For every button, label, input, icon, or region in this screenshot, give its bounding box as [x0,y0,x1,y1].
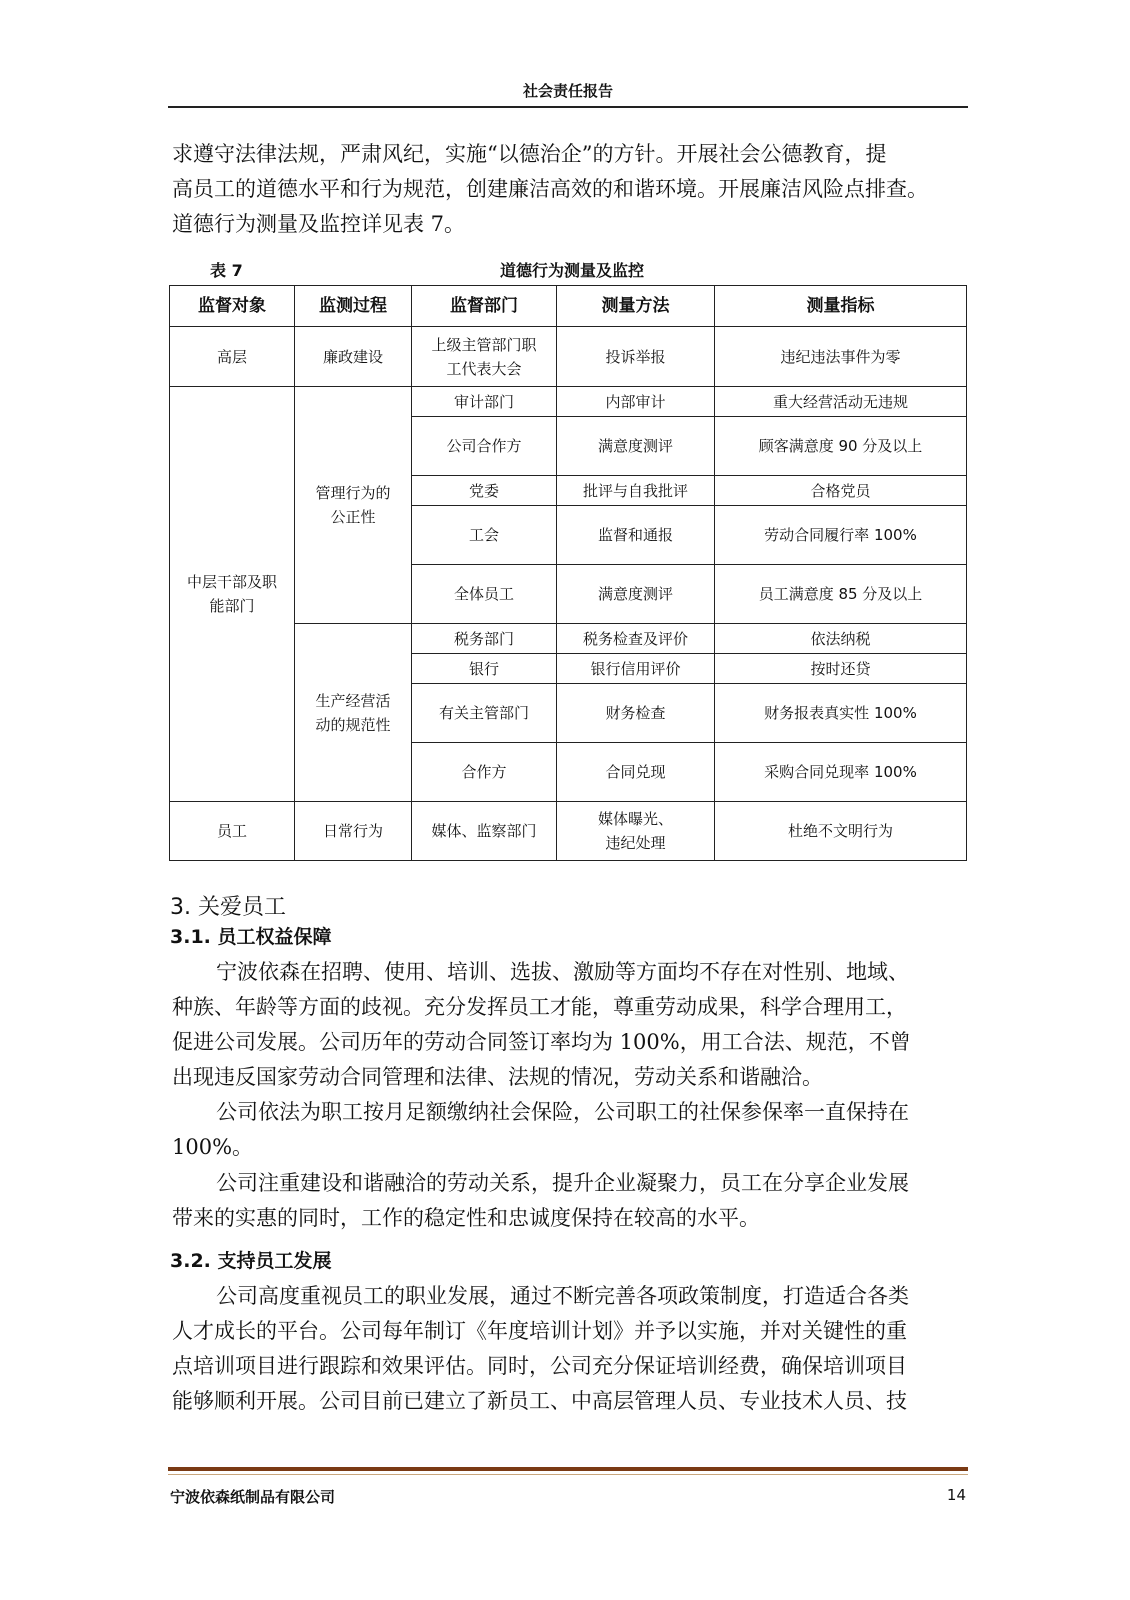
table-cell: 劳动合同履行率 100% [715,506,967,565]
column-header: 监测过程 [295,286,412,327]
table-cell: 批评与自我批评 [557,476,715,506]
cell-line: 违纪处理 [605,834,666,852]
table-cell [412,327,557,387]
cell-line: 管理行为的 [315,484,391,502]
table-cell: 全体员工 [412,565,557,624]
text-line: 道德行为测量及监控详见表 7。 [172,212,466,236]
table-cell [295,387,412,624]
table-cell: 高层 [170,327,295,387]
table-label: 表 7 [210,261,243,280]
table-cell: 日常行为 [295,802,412,861]
table-cell: 工会 [412,506,557,565]
text-line: 带来的实惠的同时，工作的稳定性和忠诚度保持在较高的水平。 [172,1206,760,1230]
table-cell: 公司合作方 [412,417,557,476]
table-row [170,327,967,387]
table-cell: 顾客满意度 90 分及以上 [715,417,967,476]
subsection-heading-employee-rights: 3.1. 员工权益保障 [170,926,332,948]
table-cell: 党委 [412,476,557,506]
text-line: 出现违反国家劳动合同管理和法律、法规的情况，劳动关系和谐融洽。 [172,1065,823,1089]
table-cell: 重大经营活动无违规 [715,387,967,417]
footer-divider-thick [168,1467,968,1471]
table-cell: 员工 [170,802,295,861]
text-line: 高员工的道德水平和行为规范，创建廉洁高效的和谐环境。开展廉洁风险点排查。 [172,177,928,201]
table-title: 道德行为测量及监控 [500,261,645,280]
text-line: 100%。 [172,1135,254,1159]
table-cell [295,624,412,802]
table-cell: 税务检查及评价 [557,624,715,654]
table-cell: 审计部门 [412,387,557,417]
text-line: 人才成长的平台。公司每年制订《年度培训计划》并予以实施，并对关键性的重 [172,1319,907,1343]
text-line: 公司注重建设和谐融洽的劳动关系，提升企业凝聚力，员工在分享企业发展 [216,1171,909,1195]
table-cell: 内部审计 [557,387,715,417]
table-cell: 廉政建设 [295,327,412,387]
cell-line: 上级主管部门职 [431,335,537,354]
page-number: 14 [946,1486,966,1504]
text-line: 公司高度重视员工的职业发展，通过不断完善各项政策制度，打造适合各类 [216,1284,909,1308]
header-divider [168,106,968,108]
table-cell: 税务部门 [412,624,557,654]
paragraph-social-insurance [172,1095,968,1165]
text-line: 能够顺利开展。公司目前已建立了新员工、中高层管理人员、专业技术人员、技 [172,1389,907,1413]
cell-line: 工代表大会 [446,359,522,378]
cell-line: 生产经营活 [315,691,391,710]
column-header: 监督对象 [170,286,295,327]
table-cell: 合格党员 [715,476,967,506]
table-cell: 满意度测评 [557,565,715,624]
table-cell: 财务报表真实性 100% [715,684,967,743]
text-line: 种族、年龄等方面的歧视。充分发挥员工才能，尊重劳动成果，科学合理用工， [172,995,907,1019]
column-header: 测量方法 [557,286,715,327]
intro-paragraph [172,137,968,242]
table-row [170,387,967,417]
paragraph-employee-rights [172,955,968,1095]
table-cell: 财务检查 [557,684,715,743]
cell-line: 媒体曝光、 [597,810,673,828]
text-line: 点培训项目进行跟踪和效果评估。同时，公司充分保证培训经费，确保培训项目 [172,1354,907,1378]
paragraph-employee-development [172,1279,968,1419]
table-cell [557,802,715,861]
table-cell: 银行 [412,654,557,684]
table-cell: 按时还贷 [715,654,967,684]
table-cell: 银行信用评价 [557,654,715,684]
table-header-row [170,286,967,327]
table-cell: 员工满意度 85 分及以上 [715,565,967,624]
table-cell: 媒体、监察部门 [412,802,557,861]
text-line: 求遵守法律法规，严肃风纪，实施“以德治企”的方针。开展社会公德教育，提 [172,142,887,166]
text-line: 宁波依森在招聘、使用、培训、选拔、激励等方面均不存在对性别、地域、 [216,960,909,984]
text-line: 促进公司发展。公司历年的劳动合同签订率均为 100%，用工合法、规范，不曾 [172,1030,911,1054]
cell-line: 公正性 [330,508,376,526]
table-cell: 监督和通报 [557,506,715,565]
paragraph-labor-relations [172,1166,968,1236]
table-cell: 投诉举报 [557,327,715,387]
table-row [170,802,967,861]
cell-line: 动的规范性 [315,715,391,734]
cell-line: 中层干部及职 [186,573,277,591]
table-cell: 有关主管部门 [412,684,557,743]
cell-line: 能部门 [209,597,255,615]
footer-divider-thin [168,1474,968,1475]
text-line: 公司依法为职工按月足额缴纳社会保险，公司职工的社保参保率一直保持在 [216,1100,909,1124]
table-cell: 违纪违法事件为零 [715,327,967,387]
report-header-title: 社会责任报告 [522,82,613,100]
ethics-monitoring-table [169,285,967,861]
table-cell: 杜绝不文明行为 [715,802,967,861]
column-header: 监督部门 [412,286,557,327]
table-cell: 合同兑现 [557,743,715,802]
footer-company-name: 宁波依森纸制品有限公司 [170,1488,336,1506]
section-heading-care-for-employees: 3. 关爱员工 [170,895,286,920]
table-cell: 采购合同兑现率 100% [715,743,967,802]
column-header: 测量指标 [715,286,967,327]
table-cell: 合作方 [412,743,557,802]
subsection-heading-employee-development: 3.2. 支持员工发展 [170,1250,332,1272]
table-cell: 满意度测评 [557,417,715,476]
table-cell [170,387,295,802]
table-cell: 依法纳税 [715,624,967,654]
